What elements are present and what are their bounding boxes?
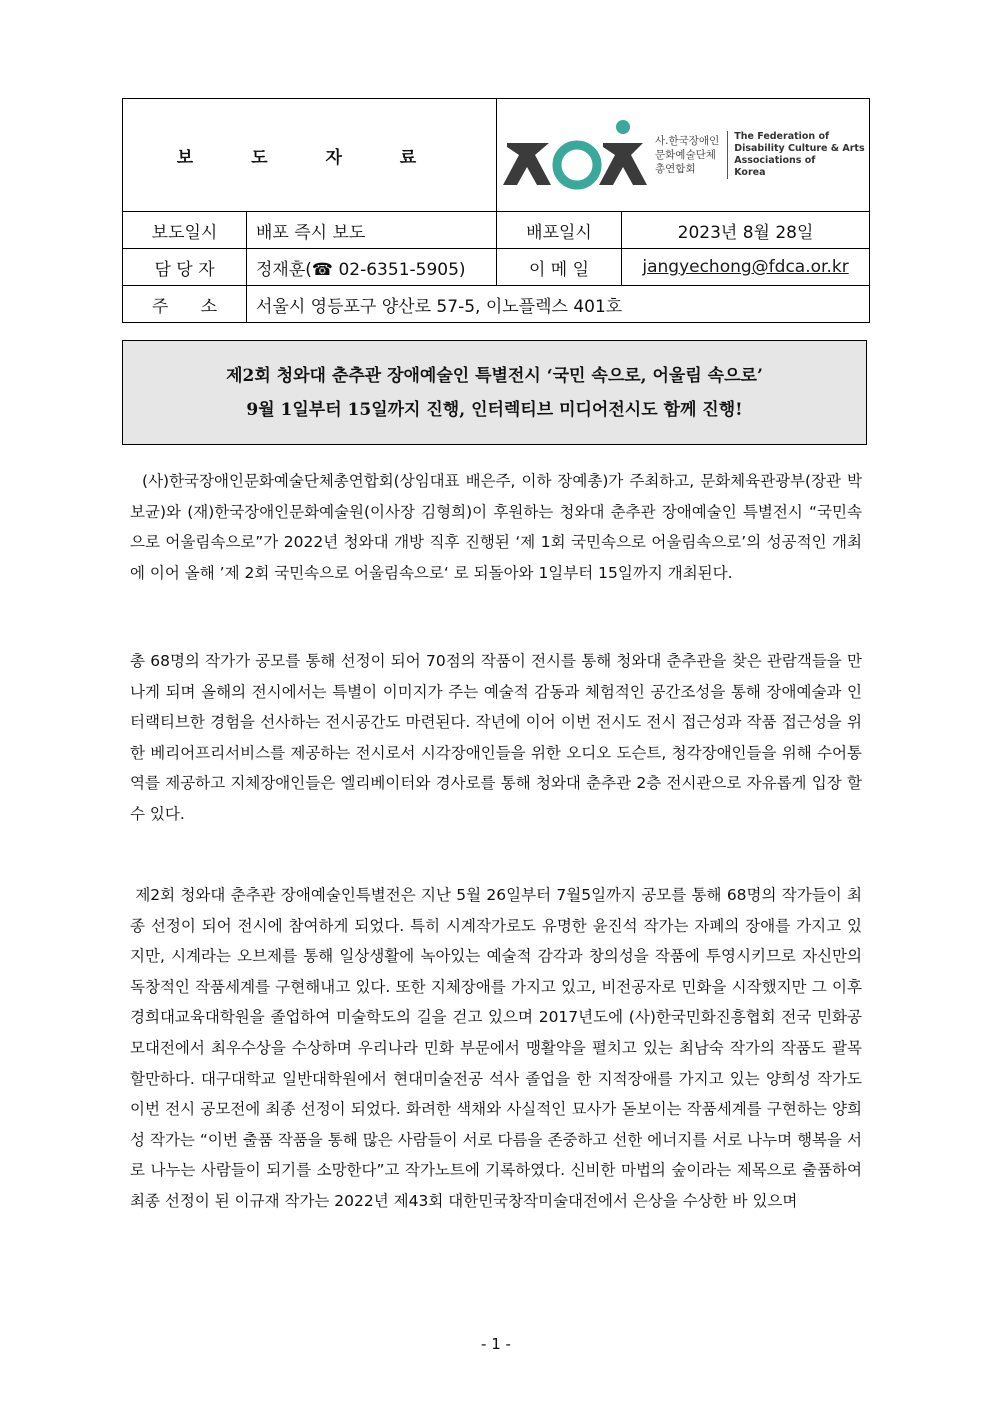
org-logo-cell bbox=[497, 99, 870, 212]
email-link[interactable]: jangyechong@fdca.or.kr bbox=[642, 257, 849, 277]
org-en-line: The Federation of bbox=[734, 131, 830, 142]
body-paragraph-3: 제2회 청와대 춘추관 장애예술인특별전은 지난 5월 26일부터 7월5일까지 공모를 통해 68명의 작가들이 최종 선정이 되어 전시에 참여하게 되었다. 특히 시계작가로도 유명한 윤진석 작가는 자폐의 장애를 가지고 있지만, 시계라는 오브제를 통해 일상생활에 녹아있는 예술적 감각과 창의성을 작품에 투영시키므로 자신만의 독창적인 작품세계를 구현해내고 있다. 또한 지체장애를 가지고 있고, 비전공자로 민화을 시작했지만 그 이후 경희대교육대학원을 졸업하여 미술학도의 길을 걷고 있으며 2017년도에 (사)한국민화진흥협회 전국 민화공모대전에서 최우수상을 수상하며 우리나라 민화 부문에서 맹활약을 펼치고 있는 최남숙 작가의 작품도 괄목할만하다. 대구대학교 일반대학원에서 현대미술전공 석사 졸업을 한 지적장애를 가지고 있는 양희성 작가도 이번 전시 공모전에 최종 선정이 되었다. 화려한 색채와 사실적인 묘사가 돋보이는 작품세계를 구현하는 양희성 작가는 “이번 출품 작품을 통해 많은 사람들이 서로 다름을 존중하고 선한 에너지를 서로 나누며 행복을 서로 나누는 사람들이 되기를 소망한다”고 작가노트에 기록하였다. 신비한 마법의 숲이라는 제목으로 출품하여 최종 선정이 된 이규재 작가는 2022년 제43회 대한민국창작미술대전에서 은상을 수상한 바 있으며 bbox=[130, 886, 867, 1210]
org-name-english bbox=[727, 131, 864, 179]
headline-line-2: 9월 1일부터 15일까지 진행, 인터렉티브 미디어전시도 함께 진행! bbox=[246, 399, 743, 420]
org-logo bbox=[497, 115, 869, 195]
contact-row bbox=[123, 249, 870, 286]
contact-label: 담 당 자 bbox=[123, 249, 247, 286]
org-en-line: Associations of bbox=[734, 155, 816, 166]
header-table bbox=[122, 98, 870, 323]
release-label: 보도일시 bbox=[123, 212, 247, 249]
release-row bbox=[123, 212, 870, 249]
headline-box bbox=[122, 340, 867, 445]
release-value: 배포 즉시 보도 bbox=[247, 212, 497, 249]
address-value: 서울시 영등포구 양산로 57-5, 이노플렉스 401호 bbox=[247, 286, 870, 323]
org-name-korean bbox=[655, 134, 719, 176]
org-kr-line: 총연합회 bbox=[655, 163, 696, 175]
document-title: 보 도 자 료 bbox=[123, 99, 497, 212]
org-kr-line: 문화예술단체 bbox=[655, 149, 716, 161]
page-number: - 1 - bbox=[481, 1335, 511, 1353]
dist-label: 배포일시 bbox=[497, 212, 622, 249]
org-kr-line: 사.한국장애인 bbox=[655, 135, 720, 147]
headline-line-1: 제2회 청와대 춘추관 장애예술인 특별전시 ‘국민 속으로, 어울림 속으로’ bbox=[226, 365, 763, 386]
org-en-line: Disability Culture & Arts bbox=[734, 143, 865, 154]
email-label: 이 메 일 bbox=[497, 249, 622, 286]
logo-mark-icon bbox=[503, 115, 649, 195]
contact-value: 정재훈(☎ 02-6351-5905) bbox=[247, 249, 497, 286]
body-paragraph-1: (사)한국장애인문화예술단체총연합회(상임대표 배은주, 이하 장예총)가 주최하고, 문화체육관광부(장관 박보균)와 (재)한국장애인문화예술원(이사장 김형희)이 후원하는 청와대 춘추관 장애예술인 특별전시 “국민속으로 어울림속으로”가 2022년 청와대 개방 직후 진행된 ‘제 1회 국민속으로 어울림속으로’의 성공적인 개최에 이어 올해 ’제 2회 국민속으로 어울림속으로‘ 로 되돌아와 1일부터 15일까지 개최된다. bbox=[130, 472, 862, 582]
body-paragraph-2: 총 68명의 작가가 공모를 통해 선정이 되어 70점의 작품이 전시를 통해 청와대 춘추관을 찾은 관람객들을 만나게 되며 올해의 전시에서는 특별이 이미지가 주는 예술적 감동과 체험적인 공간조성을 통해 장애예술과 인터랙티브한 경험을 선사하는 전시공간도 마련된다. 작년에 이어 이번 전시도 전시 접근성과 작품 접근성을 위한 베리어프리서비스를 제공하는 전시로서 시각장애인들을 위한 오디오 도슨트, 청각장애인들을 위해 수어통역를 제공하고 지체장애인들은 엘리베이터와 경사로를 통해 청와대 춘추관 2층 전시관으로 자유롭게 입장 할 수 있다. bbox=[130, 652, 862, 823]
dist-value: 2023년 8월 28일 bbox=[622, 212, 870, 249]
address-label: 주 소 bbox=[123, 286, 247, 323]
org-en-line: Korea bbox=[734, 167, 766, 178]
address-row bbox=[123, 286, 870, 323]
